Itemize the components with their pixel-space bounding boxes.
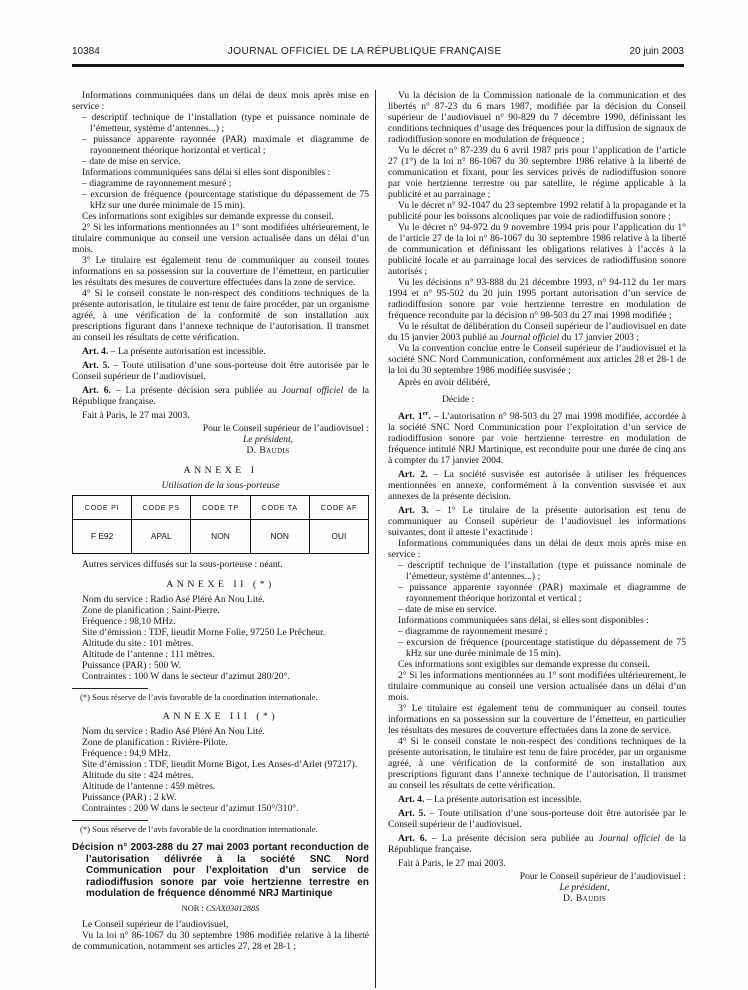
signature-block [388,871,686,904]
header-rule [72,64,684,67]
nor-value: CSAX0301288S [205,903,260,913]
article-5: Art. 5. – Toute utilisation d’une sous-porteuse doit être autorisée par le Conseil supérieur de l’audiovisuel. [388,808,686,830]
article-1: Art. 1er. – L’autorisation n° 98-503 du 27 mai 1998 modifiée, accordée à la société SNC Nord Communication pour l’exploitation d’un service de radiodiffusion sonore par voie hertzienne terrestre en modulation de fréquence intitulé NRJ Martinique, est reconduite pour une durée de cinq ans à compter du 17 janvier 2004. [388,409,686,466]
annexe-line: Puissance (PAR) : 500 W. [82,660,182,671]
article-label: Art. 5. [82,360,110,371]
article-label: Art. 6. [82,385,111,396]
paragraph: Le Conseil supérieur de l’audiovisuel, [82,918,229,930]
footnote-rule [72,820,148,821]
dash-item: – excursion de fréquence (pourcentage statistique du dépassement de 75 kHz sur une durée minimale de 15 min). [82,189,369,211]
paragraph: Autres services diffusés sur la sous-porteuse : néant. [82,559,283,570]
signature-for: Pour le Conseil supérieur de l’audiovisuel : [202,423,369,434]
table-cell: APAL [132,520,191,554]
journal-date: 20 juin 2003 [629,46,684,57]
article-6: Art. 6. – La présente décision sera publiée au Journal officiel de la République française. [72,385,369,407]
article-label: Art. 5. [398,808,426,819]
signature-name: D. Baudis [562,893,607,904]
dash-item: – excursion de fréquence (pourcentage statistique du dépassement de 75 kHz sur une durée minimale de 15 min). [398,637,686,659]
paragraph: 2° Si les informations mentionnées au 1° sont modifiées ultérieurement, le titulaire communique au conseil une version actualisée dans un délai d’un mois. [72,222,369,255]
paragraph: Informations communiquées dans un délai de deux mois après mise en service : [388,538,686,560]
footnote: (*) Sous réserve de l’avis favorable de la coordination internationale. [80,692,318,702]
dash-item: – puissance apparente rayonnée (PAR) maximale et diagramme de rayonnement théorique horizontal et vertical ; [82,134,369,156]
dash-item: – descriptif technique de l’installation (type et puissance nominale de l’émetteur, système d’antennes...) ; [82,112,369,134]
paragraph: Informations communiquées sans délai, si elles sont disponibles : [398,615,649,626]
decide-line: Décide : [442,394,475,405]
dash-item: – puissance apparente rayonnée (PAR) maximale et diagramme de rayonnement théorique horizontal et vertical ; [398,582,686,604]
article-5: Art. 5. – Toute utilisation d’une sous-porteuse doit être autorisée par le Conseil supérieur de l’audiovisuel. [72,360,369,382]
paragraph: Vu la convention conclue entre le Conseil supérieur de l’audiovisuel et la société SNC Nord Communication, conformément aux articles 28 et 28-1 de la loi du 30 septembre 1986 modifiée susvisée ; [388,343,686,376]
paragraph: 3° Le titulaire est également tenu de communiquer au conseil toutes informations en sa possession sur la couverture de l’émetteur, en particulier les résultats des mesures de couverture effectuées dans la zone de service. [72,255,369,288]
paragraph: Vu le décret n° 94-972 du 9 novembre 1994 pris pour l’application du 1° de l’article 27 de la loi n° 86-1067 du 30 septembre 1986 relative à la liberté de communication et définissant les obligations relatives à l’accès à la publicité locale et au parrainage local des services de radiodiffusion sonore autorisés ; [388,222,686,277]
paragraph: Informations communiquées dans un délai de deux mois après mise en service : [72,90,369,112]
table-cell: NON [191,520,250,554]
left-column [72,90,369,988]
table-cell: OUI [309,520,368,554]
annexe-line: Zone de planification : Saint-Pierre. [82,605,220,616]
dash-item: – date de mise en service. [82,156,181,167]
article-3: Art. 3. – 1° Le titulaire de la présente autorisation est tenu de communiquer au Conseil supérieur de l’audiovisuel les informations suivantes, dont il atteste l’exactitude : [388,505,687,538]
signature-name: D. Baudis [246,445,290,456]
table-cell: NON [250,520,309,554]
paragraph: Après en avoir délibéré, [398,377,491,388]
paragraph: 4° Si le conseil constate le non-respect des conditions techniques de la présente autorisation, le titulaire est tenu de faire procéder, par un organisme agréé, à une vérification de la conformité de son installation aux prescriptions figurant dans l’annexe technique de l’autorisation. Il transmet au conseil les résultats de cette vérification. [388,736,686,791]
annexe-line: Fréquence : 98,10 MHz. [82,616,176,627]
paragraph: Vu le résultat de délibération du Conseil supérieur de l’audiovisuel en date du 15 janvier 2003 publié au Journal officiel du 17 janvier 2003 ; [388,321,686,343]
article-label: Art. 1 [398,411,423,422]
nor-line: NOR : CSAX0301288S [181,903,260,913]
date-line: Fait à Paris, le 27 mai 2003. [82,410,190,421]
signature-role: Le président, [559,882,610,893]
article-6: Art. 6. – La présente décision sera publiée au Journal officiel de la République française. [388,833,687,855]
article-4: Art. 4. – La présente autorisation est incessible. [82,346,266,357]
table-header-row [73,496,369,520]
date-line: Fait à Paris, le 27 mai 2003. [398,858,506,869]
footnote-block [72,820,369,834]
annexe-line: Zone de planification : Rivière-Pilote. [82,737,228,748]
article-label: Art. 4. [398,794,425,805]
annexe-2-heading: ANNEXE II (*) [166,579,275,590]
footnote-block [72,688,369,702]
paragraph: 3° Le titulaire est également tenu de communiquer au conseil toutes informations en sa possession sur la couverture de l’émetteur, en particulier les résultats des mesures de couverture effectuées dans la zone de service. [388,703,686,736]
annexe-line: Fréquence : 94,9 MHz. [82,748,171,759]
table-header-cell: CODE TP [191,496,250,520]
paragraph: 2° Si les informations mentionnées au 1° sont modifiées ultérieurement, le titulaire communique au conseil une version actualisée dans un délai d’un mois. [388,670,686,703]
article-4: Art. 4. – La présente autorisation est incessible. [398,794,582,805]
paragraph: Vu le décret n° 92-1047 du 23 septembre 1992 relatif à la propagande et la publicité pour les boissons alcooliques par voie de radiodiffusion sonore ; [388,200,686,222]
footnote: (*) Sous réserve de l’avis favorable de la coordination internationale. [80,824,318,834]
dash-item: – descriptif technique de l’installation (type et puissance nominale de l’émetteur, système d’antennes...) ; [398,560,686,582]
annexe-line: Contraintes : 100 W dans le secteur d’azimut 280/20°. [82,671,290,682]
article-2: Art. 2. – La société susvisée est autorisée à utiliser les fréquences mentionnées en annexe, conformément à la convention susvisée et aux annexes de la présente décision. [388,469,686,502]
paragraph: Informations communiquées sans délai si elles sont disponibles : [82,167,331,178]
annexe-line: Puissance (PAR) : 2 kW. [82,792,177,803]
article-label: Art. 3. [398,505,429,516]
right-column [375,90,686,988]
paragraph: 4° Si le conseil constate le non-respect des conditions techniques de la présente autorisation, le titulaire est tenu de faire procéder, par un organisme agréé, à une vérification de la conformité de son installation aux prescriptions figurant dans l’annexe technique de l’autorisation. Il transmet au conseil les résultats de cette vérification. [72,288,369,343]
annexe-line: Altitude de l’antenne : 459 mètres. [82,781,216,792]
signature-block [72,423,369,456]
table-header-cell: CODE TA [250,496,309,520]
annexe-1-subtitle: Utilisation de la sous-porteuse [161,480,280,491]
article-label: Art. 4. [82,346,109,357]
signature-for: Pour le Conseil supérieur de l’audiovisuel : [519,871,686,882]
annexe-3-heading: ANNEXE III (*) [162,711,279,722]
table-header-cell: CODE AF [309,496,368,520]
table-row [73,520,369,554]
page-number: 10384 [72,46,100,57]
annexe-line: Altitude du site : 101 mètres. [82,638,194,649]
annexe-1-heading: ANNEXE I [183,465,258,476]
signature-role: Le président, [242,434,294,445]
decision-title: Décision n° 2003-288 du 27 mai 2003 portant reconduction de l’autorisation délivrée à la société SNC Nord Communication pour l’exploitation d’un service de radiodiffusion sonore par voie hertzienne terrestre en modulation de fréquence dénommé NRJ Martinique [72,842,369,899]
text-columns [72,90,688,988]
paragraph: Ces informations sont exigibles sur demande expresse du conseil. [82,211,334,222]
table-header-cell: CODE PS [132,496,191,520]
journal-title: JOURNAL OFFICIEL DE LA RÉPUBLIQUE FRANÇAISE [227,46,502,57]
paragraph: Vu le décret n° 87-239 du 6 avril 1987 pris pour l’application de l’article 27 (1°) de la loi n° 86-1067 du 30 septembre 1986 relative à la liberté de communication et fixant, pour les services privés de radiodiffusion sonore par voie hertzienne terrestre ou par satellite, le régime applicable à la publicité et au parrainage ; [388,145,686,200]
annexe-line: Contraintes : 200 W dans le secteur d’azimut 150°/310°. [82,803,299,814]
subcarrier-table [72,495,369,554]
annexe-line: Site d’émission : TDF, lieudit Morne Folie, 97250 Le Prêcheur. [82,627,326,638]
paragraph: Vu la loi n° 86-1067 du 30 septembre 1986 modifiée relative à la liberté de communication, notamment ses articles 27, 28 et 28-1 ; [72,929,369,952]
table-cell: F E92 [73,520,132,554]
article-label: Art. 6. [398,833,427,844]
journal-header [72,46,684,57]
annexe-line: Site d’émission : TDF, lieudit Morne Bigot, Les Anses-d’Arlet (97217). [82,759,358,770]
paragraph: Ces informations sont exigibles sur demande expresse du conseil. [398,659,650,670]
paragraph: Vu les décisions n° 93-888 du 21 décembre 1993, n° 94-112 du 1er mars 1994 et n° 95-502 du 20 juin 1995 portant autorisation d’un service de radiodiffusion sonore par voie hertzienne terrestre en modulation de fréquence reconduite par la décision n° 98-503 du 27 mai 1998 modifiée ; [388,277,686,321]
dash-item: – diagramme de rayonnement mesuré ; [398,626,548,637]
paragraph: Vu la décision de la Commission nationale de la communication et des libertés n° 87-23 du 6 mars 1987, modifiée par la décision du Conseil supérieur de l’audiovisuel n° 90-829 du 7 décembre 1990, définissant les conditions techniques d’usage des fréquences pour la diffusion de signaux de radiodiffusion sonore en modulation de fréquence ; [388,90,686,145]
table-header-cell: CODE PI [73,496,132,520]
footnote-rule [72,688,148,689]
article-label: Art. 2. [398,469,428,480]
annexe-line: Nom du service : Radio Asé Pléré An Nou Lité. [82,726,265,737]
dash-item: – diagramme de rayonnement mesuré ; [82,178,232,189]
dash-item: – date de mise en service. [398,604,497,615]
annexe-line: Nom du service : Radio Asé Pléré An Nou Lité. [82,594,265,605]
annexe-line: Altitude de l’antenne : 111 mètres. [82,649,215,660]
annexe-line: Altitude du site : 424 mètres. [82,770,194,781]
